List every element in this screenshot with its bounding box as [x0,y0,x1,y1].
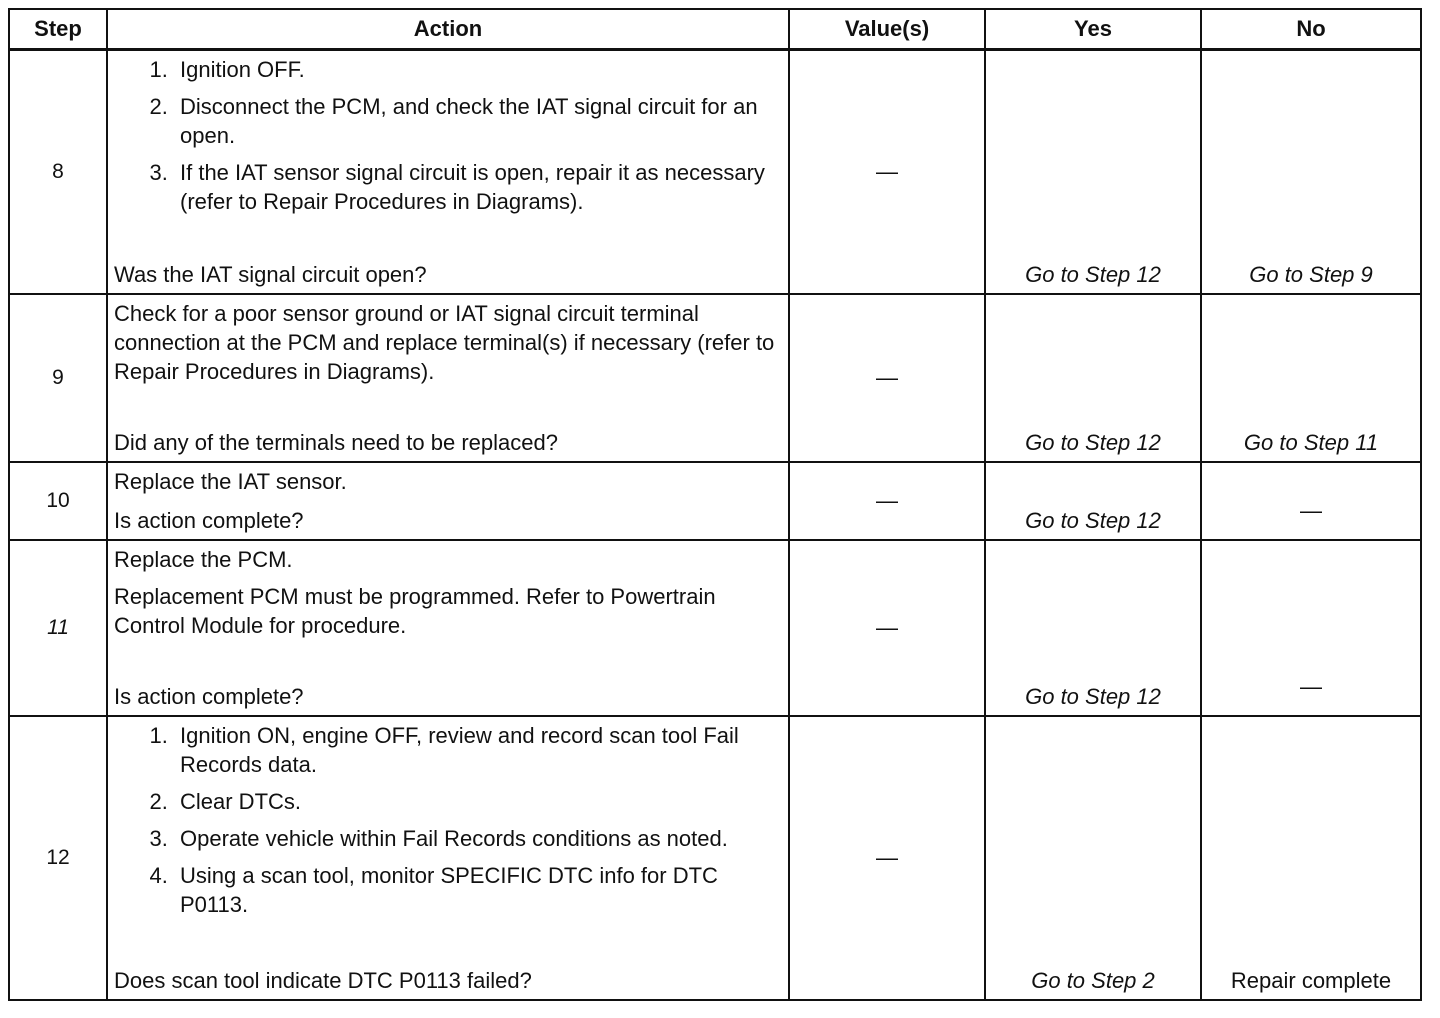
header-values: Value(s) [789,9,985,50]
yes-cell [985,50,1201,295]
value-cell [789,540,985,716]
header-yes: Yes [985,9,1201,50]
step-number: 12 [9,716,107,1000]
value-cell [789,716,985,1000]
table-row-step-8 [9,50,1421,295]
action-question: Is action complete? [114,683,304,709]
diagnostic-table [8,8,1422,1001]
yes-goto: Go to Step 12 [1025,683,1161,709]
table-row-step-9 [9,294,1421,462]
value-cell [789,50,985,295]
action-step: 3. Operate vehicle within Fail Records conditions as noted. [174,824,788,853]
no-cell [1201,540,1421,716]
action-text: Replace the IAT sensor. [114,469,347,494]
header-no: No [1201,9,1421,50]
yes-cell [985,462,1201,540]
yes-cell [985,294,1201,462]
action-step: 3. If the IAT sensor signal circuit is open, repair it as necessary (refer to Repair Procedures in Diagrams). [174,158,788,216]
no-goto: Go to Step 9 [1249,261,1373,287]
header-action: Action [107,9,789,50]
value-dash: — [876,488,898,514]
action-step: 1. Ignition ON, engine OFF, review and record scan tool Fail Records data. [174,721,788,779]
yes-cell [985,716,1201,1000]
value-cell [789,462,985,540]
yes-cell [985,540,1201,716]
yes-goto: Go to Step 12 [1025,261,1161,287]
table-row-step-12 [9,716,1421,1000]
no-dash: — [1300,497,1322,523]
no-cell [1201,462,1421,540]
no-dash: — [1300,673,1322,699]
no-cell [1201,716,1421,1000]
action-question: Was the IAT signal circuit open? [114,261,427,287]
no-cell [1201,50,1421,295]
action-step: 2. Clear DTCs. [174,787,788,816]
action-question: Is action complete? [114,507,304,533]
value-dash: — [876,365,898,391]
step-number: 8 [9,50,107,295]
header-step: Step [9,9,107,50]
value-dash: — [876,159,898,185]
action-question: Did any of the terminals need to be replaced? [114,429,558,455]
header-row [9,9,1421,50]
no-result: Repair complete [1230,967,1392,993]
action-steps [108,55,788,216]
action-step: 1. Ignition OFF. [174,55,788,84]
no-goto: Go to Step 11 [1243,429,1379,455]
no-cell [1201,294,1421,462]
step-number: 10 [9,462,107,540]
table-row-step-10 [9,462,1421,540]
action-cell [107,716,789,1000]
action-steps [108,721,788,919]
table-row-step-11 [9,540,1421,716]
step-number: 11 [9,540,107,716]
value-dash: — [876,615,898,641]
action-step: 4. Using a scan tool, monitor SPECIFIC DTC info for DTC P0113. [174,861,788,919]
yes-goto: Go to Step 12 [1025,429,1161,455]
action-text: Replace the PCM. [114,547,293,572]
value-dash: — [876,845,898,871]
action-cell [107,540,789,716]
yes-goto: Go to Step 12 [1025,507,1161,533]
action-question: Does scan tool indicate DTC P0113 failed? [114,967,532,993]
action-note: Replacement PCM must be programmed. Refer to Powertrain Control Module for procedure. [114,584,716,639]
yes-goto: Go to Step 2 [1031,967,1155,993]
value-cell [789,294,985,462]
action-cell [107,294,789,462]
action-cell [107,462,789,540]
step-number: 9 [9,294,107,462]
action-cell [107,50,789,295]
action-text: Check for a poor sensor ground or IAT signal circuit terminal connection at the PCM and replace terminal(s) if necessary (refer to Repair Procedures in Diagrams). [114,301,775,385]
action-step: 2. Disconnect the PCM, and check the IAT signal circuit for an open. [174,92,788,150]
